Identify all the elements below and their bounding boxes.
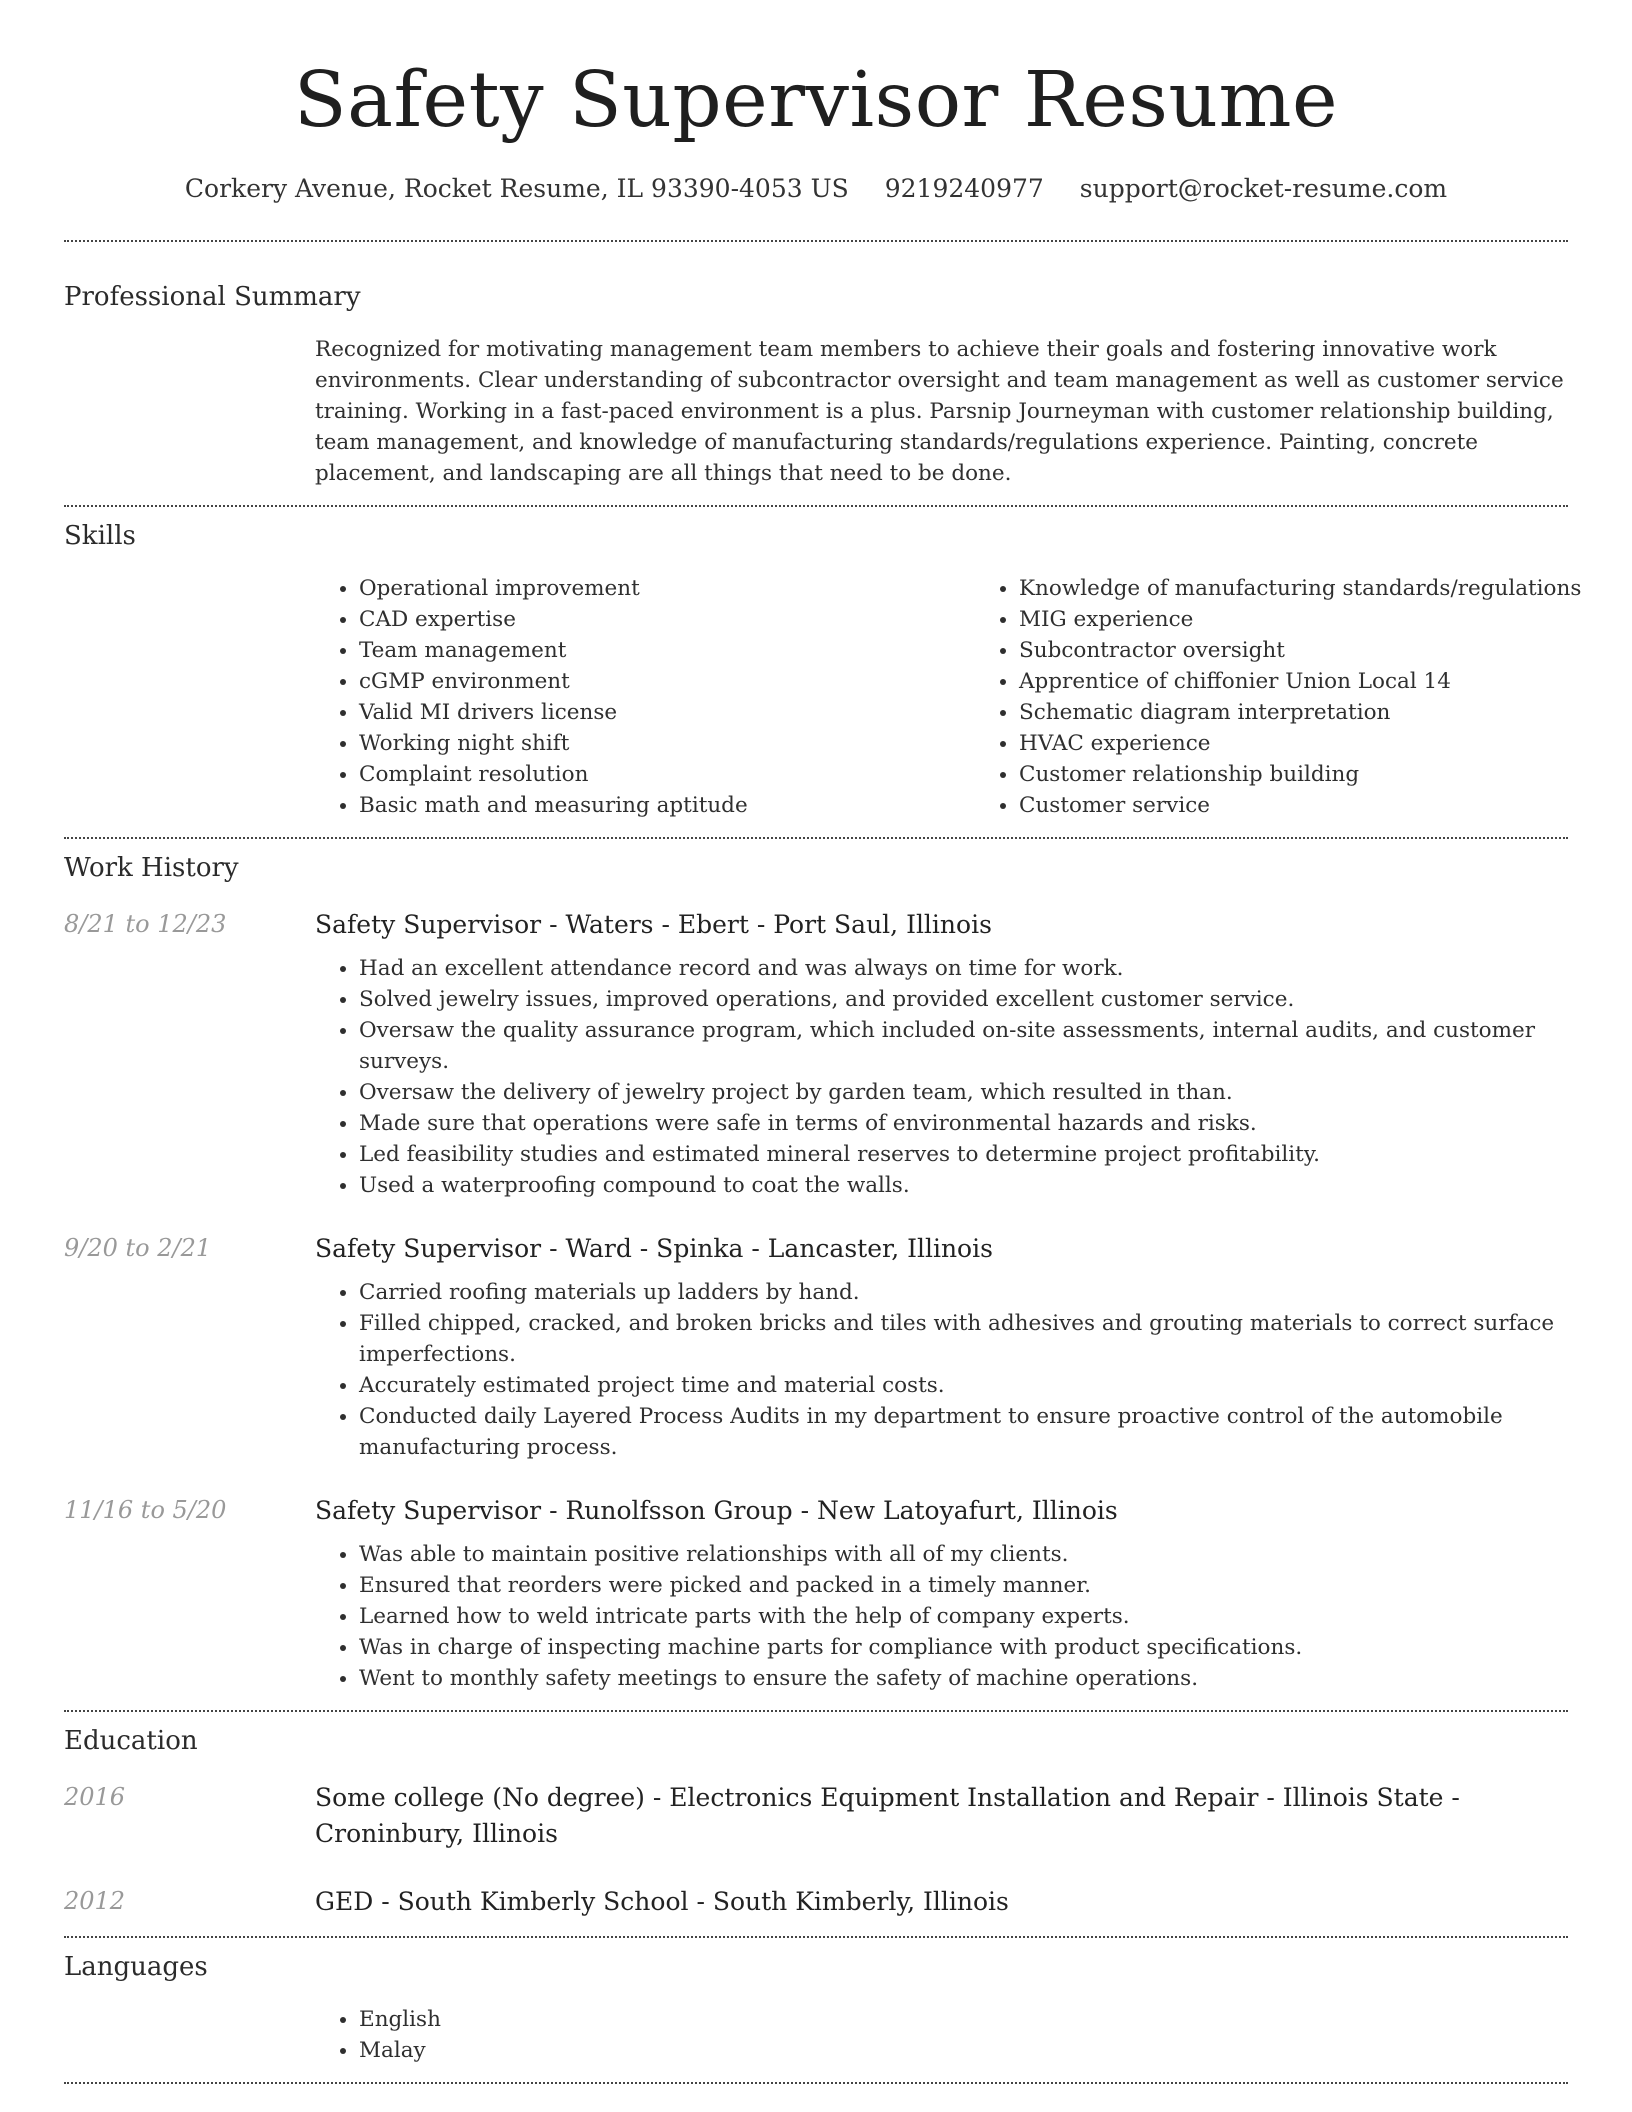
job-bullet: • Led feasibility studies and estimated mineral reserves to determine project profitability. xyxy=(359,1139,1568,1170)
job-bullet: • Made sure that operations were safe in terms of environmental hazards and risks. xyxy=(359,1108,1568,1139)
job-entry xyxy=(64,1493,1568,1694)
divider xyxy=(64,505,1568,507)
section-title-education: Education xyxy=(64,1726,198,1756)
summary-text: Recognized for motivating management team members to achieve their goals and fostering innovative work environments. Clear understanding of subcontractor oversight and team management as well as customer service training. Working in a fast-paced environment is a plus. Parsnip Journeyman with customer relationship building, team management, and knowledge of manufacturing standards/regulations experience. Painting, concrete placement, and landscaping are all things that need to be done. xyxy=(315,337,1564,486)
skill-item: • Subcontractor oversight xyxy=(1019,635,1632,666)
skill-item: • Schematic diagram interpretation xyxy=(1019,697,1632,728)
skill-item: • Customer service xyxy=(1019,790,1632,821)
job-bullets xyxy=(315,1539,1568,1694)
skill-item: • HVAC experience xyxy=(1019,728,1632,759)
divider xyxy=(64,837,1568,839)
job-bullet: • Learned how to weld intricate parts with the help of company experts. xyxy=(359,1601,1568,1632)
contact-line xyxy=(64,172,1568,206)
skills-column-left xyxy=(315,573,975,821)
skill-item: • Team management xyxy=(359,635,975,666)
languages-list xyxy=(315,2004,1568,2066)
contact-phone: 9219240977 xyxy=(884,174,1044,203)
education-heading: GED - South Kimberly School - South Kimberly, Illinois xyxy=(315,1887,1009,1916)
education-year: 2012 xyxy=(64,1887,126,1915)
skill-item: • Complaint resolution xyxy=(359,759,975,790)
section-title-work: Work History xyxy=(64,853,239,883)
section-title-languages: Languages xyxy=(64,1952,208,1982)
education-heading: Some college (No degree) - Electronics Equipment Installation and Repair - Illinois State - Croninbury, Illinois xyxy=(315,1783,1460,1848)
job-bullets xyxy=(315,1277,1568,1463)
job-bullets xyxy=(315,953,1568,1201)
job-dates: 9/20 to 2/21 xyxy=(64,1234,212,1262)
job-dates: 8/21 to 12/23 xyxy=(64,910,227,938)
section-title-summary: Professional Summary xyxy=(64,282,361,312)
job-entry xyxy=(64,1231,1568,1463)
job-bullet: • Used a waterproofing compound to coat the walls. xyxy=(359,1170,1568,1201)
section-title-skills: Skills xyxy=(64,521,136,551)
skill-item: • Operational improvement xyxy=(359,573,975,604)
skill-item: • Working night shift xyxy=(359,728,975,759)
contact-email: support@rocket-resume.com xyxy=(1079,174,1448,203)
divider xyxy=(64,1936,1568,1938)
skill-item: • CAD expertise xyxy=(359,604,975,635)
language-item: • English xyxy=(359,2004,1568,2035)
skill-item: • Apprentice of chiffonier Union Local 14 xyxy=(1019,666,1632,697)
skill-item: • Valid MI drivers license xyxy=(359,697,975,728)
skill-item: • cGMP environment xyxy=(359,666,975,697)
job-bullet: • Oversaw the delivery of jewelry project by garden team, which resulted in than. xyxy=(359,1077,1568,1108)
skill-item: • MIG experience xyxy=(1019,604,1632,635)
job-bullet: • Accurately estimated project time and material costs. xyxy=(359,1370,1568,1401)
skills-list xyxy=(315,573,1582,821)
resume-title: Safety Supervisor Resume xyxy=(293,56,1339,145)
job-bullet: • Conducted daily Layered Process Audits in my department to ensure proactive control of the automobile manufacturing process. xyxy=(359,1401,1568,1463)
job-entry xyxy=(64,907,1568,1201)
education-year: 2016 xyxy=(64,1783,126,1811)
contact-address: Corkery Avenue, Rocket Resume, IL 93390-4053 US xyxy=(184,174,849,203)
divider xyxy=(64,240,1568,242)
job-bullet: • Carried roofing materials up ladders by hand. xyxy=(359,1277,1568,1308)
job-bullet: • Was able to maintain positive relationships with all of my clients. xyxy=(359,1539,1568,1570)
job-heading: Safety Supervisor - Runolfsson Group - New Latoyafurt, Illinois xyxy=(315,1496,1118,1525)
job-bullet: • Solved jewelry issues, improved operations, and provided excellent customer service. xyxy=(359,984,1568,1015)
skills-column-right xyxy=(975,573,1632,821)
skill-item: • Basic math and measuring aptitude xyxy=(359,790,975,821)
job-bullet: • Was in charge of inspecting machine parts for compliance with product specifications. xyxy=(359,1632,1568,1663)
divider xyxy=(64,1710,1568,1712)
job-bullet: • Went to monthly safety meetings to ensure the safety of machine operations. xyxy=(359,1663,1568,1694)
job-heading: Safety Supervisor - Waters - Ebert - Port Saul, Illinois xyxy=(315,910,992,939)
job-bullet: • Oversaw the quality assurance program, which included on-site assessments, internal audits, and customer surveys. xyxy=(359,1015,1568,1077)
job-heading: Safety Supervisor - Ward - Spinka - Lancaster, Illinois xyxy=(315,1234,993,1263)
job-dates: 11/16 to 5/20 xyxy=(64,1496,227,1524)
language-item: • Malay xyxy=(359,2035,1568,2066)
job-bullet: • Filled chipped, cracked, and broken bricks and tiles with adhesives and grouting materials to correct surface imperfections. xyxy=(359,1308,1568,1370)
job-bullet: • Had an excellent attendance record and was always on time for work. xyxy=(359,953,1568,984)
skill-item: • Knowledge of manufacturing standards/regulations xyxy=(1019,573,1632,604)
education-entry xyxy=(64,1780,1568,1852)
divider xyxy=(64,2082,1568,2084)
education-entry xyxy=(64,1884,1568,1920)
job-bullet: • Ensured that reorders were picked and packed in a timely manner. xyxy=(359,1570,1568,1601)
skill-item: • Customer relationship building xyxy=(1019,759,1632,790)
